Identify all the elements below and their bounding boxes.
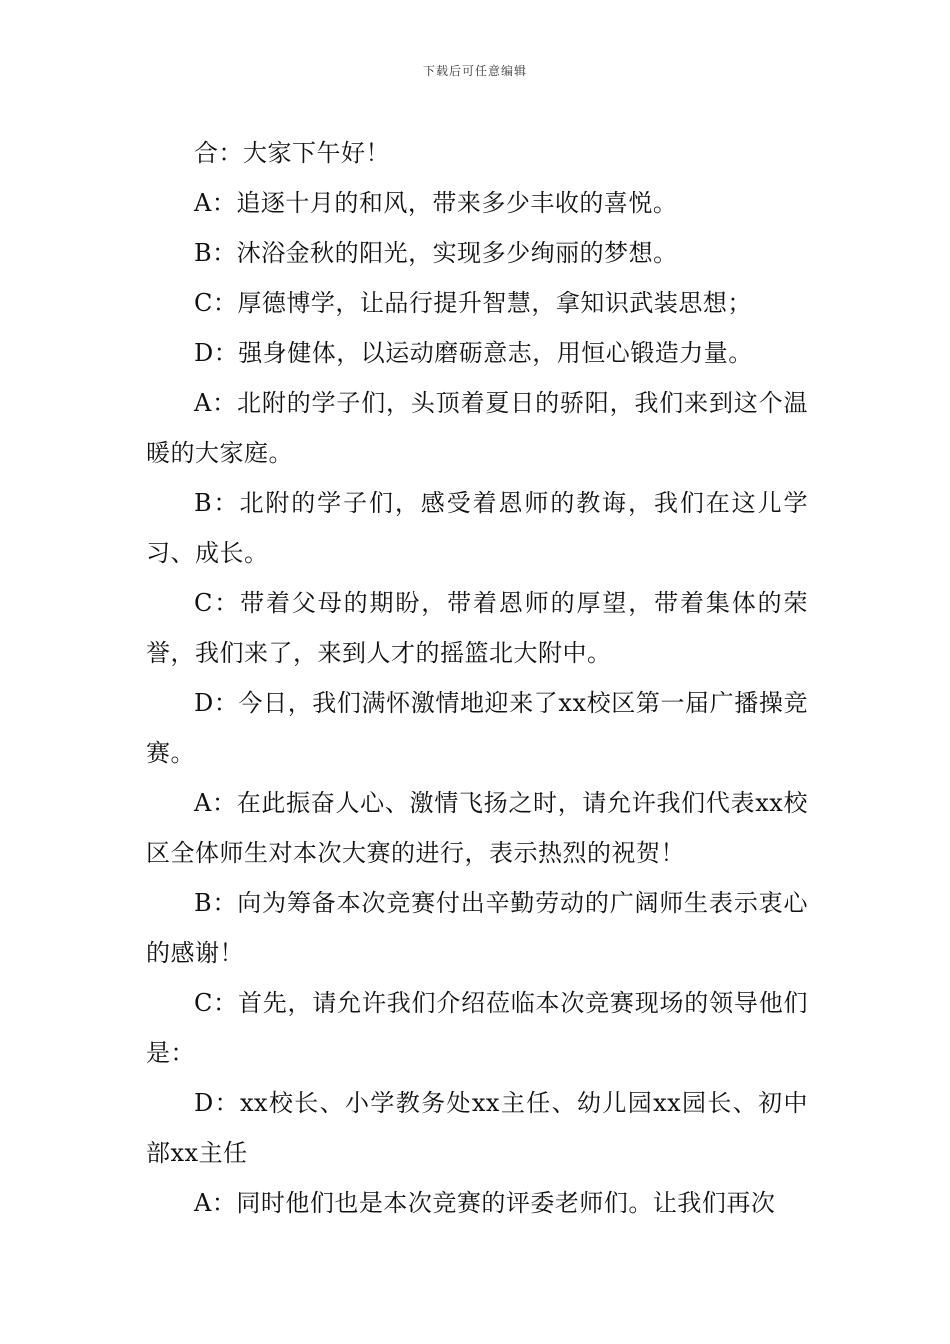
paragraph: C：厚德博学，让品行提升智慧，拿知识武装思想； [194,289,752,317]
paragraph: D：xx校长、小学教务处xx主任、幼儿园xx园长、初中部xx主任 [146,1089,808,1167]
paragraph: A：追逐十月的和风，带来多少丰收的喜悦。 [194,189,678,217]
document-body [146,128,808,1228]
paragraph: A：同时他们也是本次竞赛的评委老师们。让我们再次 [194,1189,776,1217]
paragraph: B：沐浴金秋的阳光，实现多少绚丽的梦想。 [194,239,678,267]
paragraph: C：带着父母的期盼，带着恩师的厚望，带着集体的荣誉，我们来了，来到人才的摇篮北大附中。 [146,589,808,667]
page-header-note: 下载后可任意编辑 [422,64,527,78]
paragraph: 合：大家下午好！ [194,139,390,167]
paragraph: D：强身健体，以运动磨砺意志，用恒心锻造力量。 [194,339,753,367]
paragraph: A：北附的学子们，头顶着夏日的骄阳，我们来到这个温暖的大家庭。 [146,389,808,467]
paragraph: A：在此振奋人心、激情飞扬之时，请允许我们代表xx校区全体师生对本次大赛的进行，表示热烈的祝贺！ [146,789,808,867]
paragraph: B：北附的学子们，感受着恩师的教诲，我们在这儿学习、成长。 [146,489,808,567]
paragraph: B：向为筹备本次竞赛付出辛勤劳动的广阔师生表示衷心的感谢！ [146,889,808,967]
paragraph: D：今日，我们满怀激情地迎来了xx校区第一届广播操竞赛。 [146,689,808,767]
paragraph: C：首先，请允许我们介绍莅临本次竞赛现场的领导他们是： [146,989,808,1067]
